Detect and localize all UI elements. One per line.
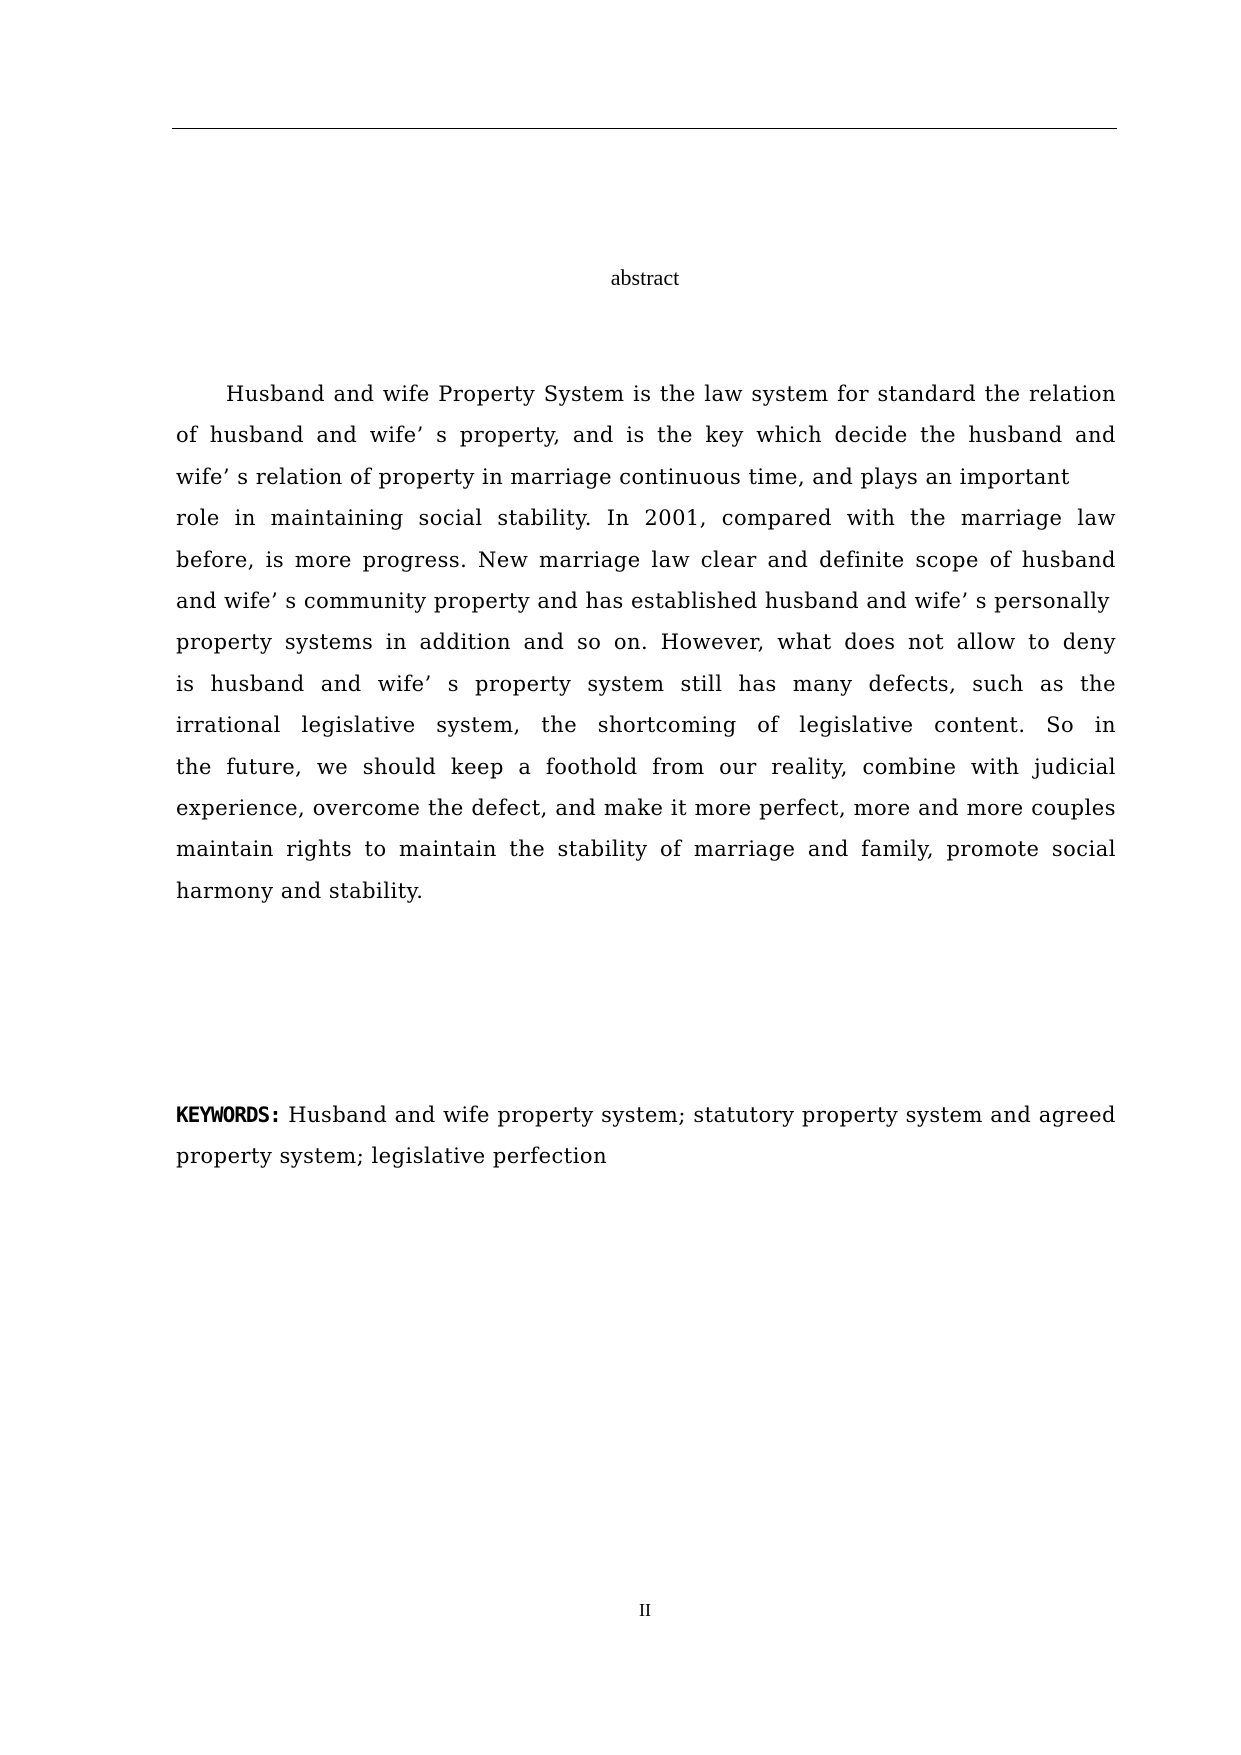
abstract-body xyxy=(176,374,1186,912)
abstract-line: the future, we should keep a foothold from our reality, combine with judicial xyxy=(176,754,1116,779)
abstract-line: wife’ s relation of property in marriage continuous time, and plays an important xyxy=(176,464,1070,489)
abstract-line: harmony and stability. xyxy=(176,878,424,903)
abstract-line: of husband and wife’ s property, and is the key which decide the husband and xyxy=(176,423,1116,448)
abstract-line: irrational legislative system, the shortcoming of legislative content. So in xyxy=(176,713,1116,738)
keywords-line xyxy=(176,1095,1116,1136)
keywords-line-2: property system; legislative perfection xyxy=(176,1144,608,1169)
keywords-text: Husband and wife property system; statutory property system and agreed xyxy=(288,1103,1116,1127)
keywords-section xyxy=(176,1095,1116,1178)
abstract-title: abstract xyxy=(610,265,680,290)
abstract-line: property systems in addition and so on. However, what does not allow to deny xyxy=(176,630,1116,655)
page-number: II xyxy=(639,1600,651,1620)
abstract-line: before, is more progress. New marriage law clear and definite scope of husband xyxy=(176,547,1116,572)
abstract-line: is husband and wife’ s property system still has many defects, such as the xyxy=(176,671,1116,696)
abstract-line: role in maintaining social stability. In 2001, compared with the marriage law xyxy=(176,506,1116,531)
keywords-label: KEYWORDS: xyxy=(176,1103,281,1127)
abstract-line: experience, overcome the defect, and make it more perfect, more and more couples xyxy=(176,795,1116,820)
abstract-line: and wife’ s community property and has established husband and wife’ s personally xyxy=(176,588,1110,613)
abstract-line: maintain rights to maintain the stability of marriage and family, promote social xyxy=(176,837,1116,862)
abstract-line: Husband and wife Property System is the law system for standard the relation xyxy=(226,382,1116,406)
header-rule xyxy=(172,128,1117,129)
